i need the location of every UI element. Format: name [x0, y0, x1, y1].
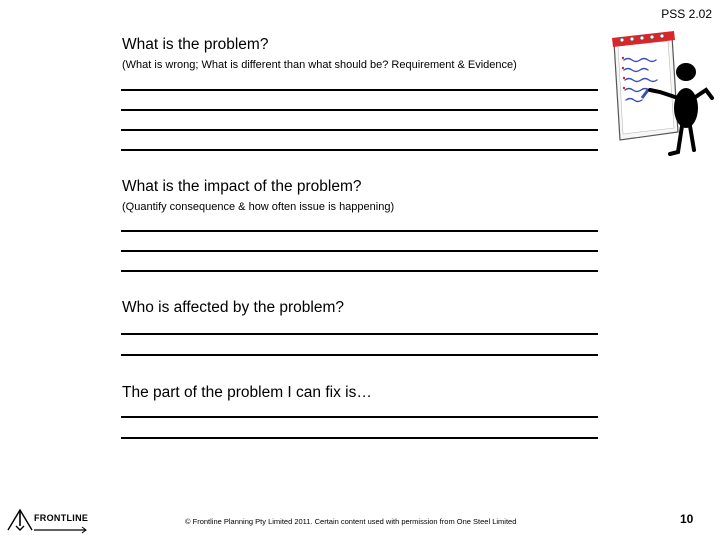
answer-line[interactable]: [121, 149, 598, 151]
document-code: PSS 2.02: [661, 7, 712, 21]
answer-line[interactable]: [121, 437, 598, 439]
clipboard-figure-illustration: [608, 28, 716, 160]
copyright-notice: © Frontline Planning Pty Limited 2011. Certain content used with permission from One Steel Limited: [185, 517, 517, 526]
answer-line[interactable]: [121, 89, 598, 91]
problem-subheading: (What is wrong; What is different than what should be? Requirement & Evidence): [122, 59, 517, 71]
answer-line[interactable]: [121, 129, 598, 131]
answer-line[interactable]: [121, 416, 598, 418]
impact-heading: What is the impact of the problem?: [122, 178, 362, 195]
answer-line[interactable]: [121, 230, 598, 232]
impact-subheading: (Quantify consequence & how often issue is happening): [122, 201, 395, 213]
answer-line[interactable]: [121, 333, 598, 335]
affected-heading: Who is affected by the problem?: [122, 299, 345, 316]
page-number: 10: [680, 512, 694, 526]
answer-line[interactable]: [121, 270, 598, 272]
answer-line[interactable]: [121, 109, 598, 111]
answer-line[interactable]: [121, 354, 598, 356]
answer-line[interactable]: [121, 250, 598, 252]
logo-text: FRONTLINE: [34, 513, 89, 523]
fix-heading: The part of the problem I can fix is…: [122, 384, 372, 401]
problem-heading: What is the problem?: [122, 36, 269, 53]
